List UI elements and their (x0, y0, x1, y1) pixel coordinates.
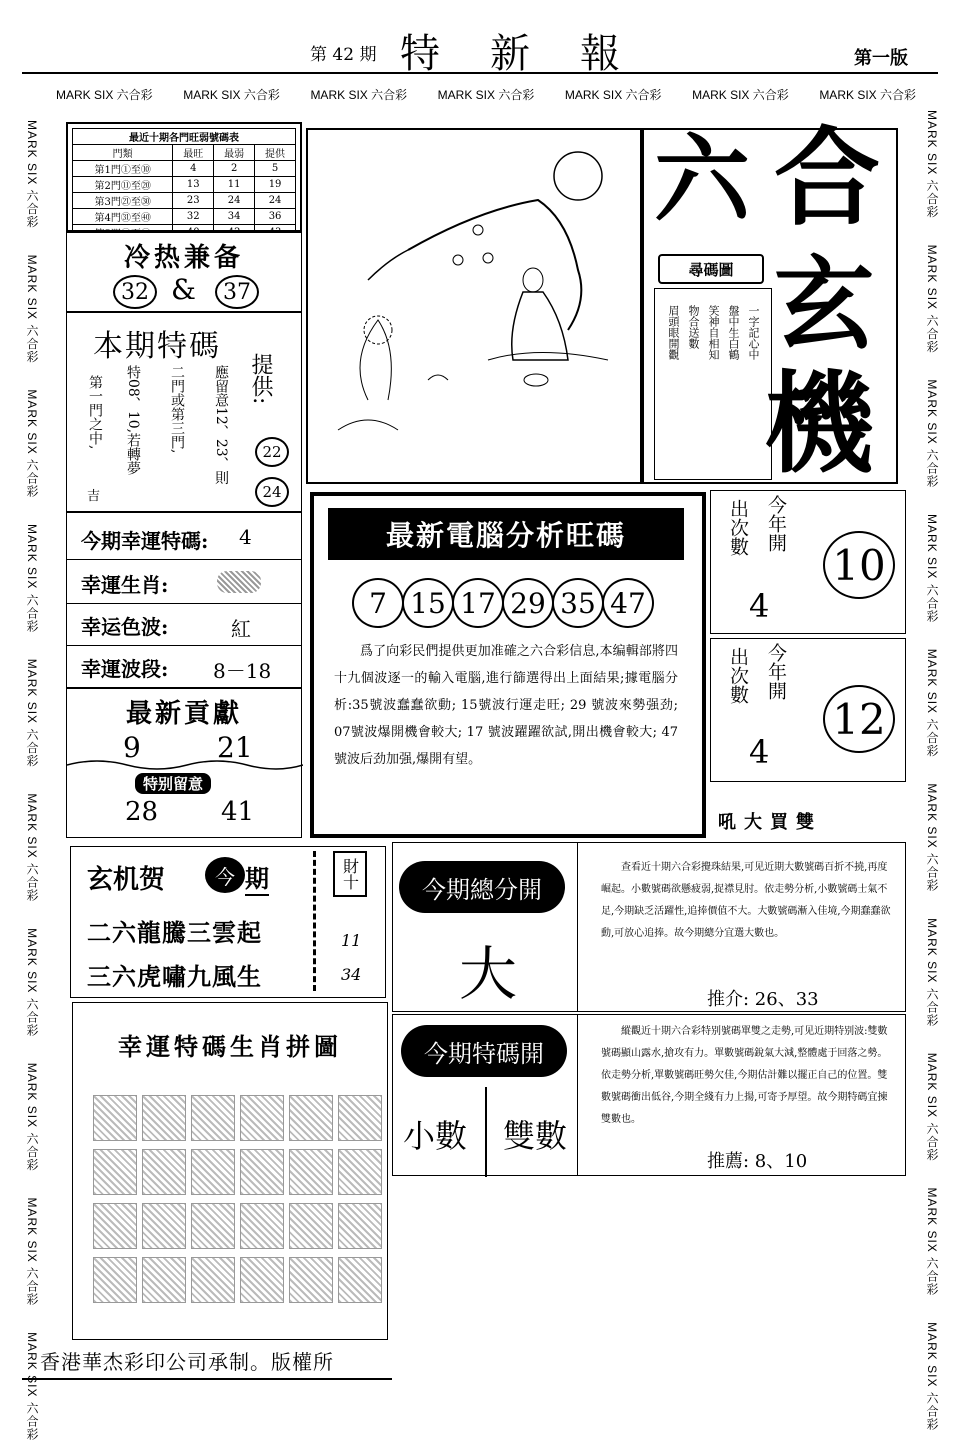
illustration-box (306, 128, 642, 484)
puzzle-grid (93, 1095, 382, 1303)
big-small-text: 查看近十期六合彩攪珠結果,可见近期大數號碼百折不撓,再度崛起。小數號碼欲懸疲弱,捉襟見肘。依走勢分析,小數號碼士氣不足,今期缺乏活躍性,追捧價值不大。大數號碼漸入佳境,今期蠢蠢欲動,可放心追捧。故今期總分宜選大數也。 (601, 862, 891, 939)
table-cell: 4 (173, 161, 214, 177)
puzzle-piece (191, 1095, 235, 1141)
stat-label: 今年開 (765, 495, 787, 552)
poem-box (70, 846, 386, 998)
lucky-range-label: 幸運波段: (81, 657, 169, 681)
hot-number: 32 (113, 275, 157, 309)
odd-even-value: 雙數 (503, 1117, 568, 1155)
table-cell: 第4門㉛至㊵ (73, 209, 173, 225)
cold-number: 37 (215, 275, 259, 309)
puzzle-piece (289, 1257, 333, 1303)
contribution-number: 21 (217, 731, 253, 764)
table-cell: 2 (214, 161, 255, 177)
poem-badge: 今 (205, 857, 245, 893)
contribution-number: 28 (125, 797, 159, 827)
puzzle-piece (240, 1257, 284, 1303)
wave-line (67, 757, 303, 773)
footer-credit: 香港華杰彩印公司承制。版權所 (40, 1350, 334, 1374)
puzzle-piece (338, 1257, 382, 1303)
special-last: 吉 (87, 489, 101, 504)
puzzle-piece (142, 1095, 186, 1141)
xuanji-char: 合 (774, 117, 880, 240)
odd-even-pill: 今期特碼開 (401, 1025, 567, 1077)
lucky-code-value: 4 (239, 525, 252, 549)
special-col: 特08、10,若轉夢 (125, 365, 141, 476)
poem-number: 34 (341, 965, 362, 984)
odd-even-value: 小數 (403, 1117, 468, 1155)
scroll-line: 盤中生白鶴 (727, 305, 740, 360)
brand-mark: MARK SIX 六合彩 (692, 88, 789, 102)
lucky-color-value: 紅 (231, 617, 251, 641)
header-rule (22, 72, 938, 74)
puzzle-piece (338, 1149, 382, 1195)
col-header: 最弱 (214, 145, 255, 161)
special-col: 二門或第三門, (169, 365, 185, 454)
edition-label: 第一版 (854, 48, 908, 69)
divider (485, 1087, 487, 1177)
big-small-recommend: 推介: 26、33 (707, 989, 819, 1010)
puzzle-piece (191, 1203, 235, 1249)
stat-label: 出次數 (727, 499, 749, 556)
puzzle-piece (93, 1149, 137, 1195)
table-cell: 32 (173, 209, 214, 225)
stat-number: 12 (823, 685, 895, 753)
scroll-line: 笑神自相知 (707, 305, 720, 360)
table-cell: 19 (255, 177, 296, 193)
computer-analysis-box (310, 492, 706, 838)
puzzle-piece (338, 1203, 382, 1249)
xuanji-char: 六 (654, 124, 750, 236)
table-cell: 第2門⑪至⑳ (73, 177, 173, 193)
odd-even-recommend: 推薦: 8、10 (707, 1151, 808, 1172)
computer-number: 17 (452, 578, 504, 628)
xuanji-char: 機 (764, 360, 874, 488)
lucky-zodiac-label: 幸運生肖: (81, 573, 169, 597)
brand-strip-left: MARK SIX 六合彩 MARK SIX 六合彩 MARK SIX 六合彩 MARK SIX 六合彩 MARK SIX 六合彩 MARK SIX 六合彩 MARK SIX 六合彩 MARK SIX 六合彩 MARK SIX 六合彩 MARK SIX 六合彩 (25, 120, 39, 1441)
table-cell: 34 (214, 209, 255, 225)
contribution-box (66, 688, 302, 838)
stat-box (710, 490, 906, 634)
ampersand: & (171, 273, 196, 306)
hot-cold-box (66, 232, 302, 312)
stat-number: 10 (823, 531, 895, 599)
puzzle-piece (142, 1203, 186, 1249)
computer-number: 35 (552, 578, 604, 628)
scroll-line: 一字記心中 (747, 305, 760, 360)
xuanji-char: 玄 (774, 246, 874, 363)
table-title: 最近十期各門旺弱號碼表 (73, 129, 296, 145)
special-col: 應留意12、23、則 (213, 365, 229, 485)
table-cell: 13 (173, 177, 214, 193)
xuanji-scroll (654, 288, 772, 480)
puzzle-piece (289, 1149, 333, 1195)
scroll-line: 物合送數 (687, 305, 700, 349)
divider (577, 1015, 578, 1175)
brand-strip-right: MARK SIX 六合彩 MARK SIX 六合彩 MARK SIX 六合彩 MARK SIX 六合彩 MARK SIX 六合彩 MARK SIX 六合彩 MARK SIX 六合彩 MARK SIX 六合彩 MARK SIX 六合彩 MARK SIX 六合彩 (925, 110, 939, 1431)
puzzle-piece (93, 1095, 137, 1141)
brand-mark: MARK SIX 六合彩 (56, 88, 153, 102)
table-cell: 23 (173, 193, 214, 209)
computer-text: 爲了向彩民們提供更加准確之六合彩信息,本编輯部將四十九個波逐一的輸入電腦,進行篩選得出上面結果;據電腦分析:35號波蠢蠢欲動; 15號波行運走旺; 29 號波來勢强劲; 07號波爆開機會較大; 17 號波躍躍欲試,開出機會較大; 47號波后劲加强,爆開有望。 (334, 644, 678, 767)
brand-mark: MARK SIX 六合彩 (310, 88, 408, 102)
table-cell: 11 (214, 177, 255, 193)
col-header: 提供 (255, 145, 296, 161)
zodiac-puzzle-box (72, 1002, 388, 1340)
hot-cold-table (72, 128, 296, 241)
odd-even-text: 縱觀近十期六合彩特别號碼單雙之走勢,可见近期特别波:雙數號碼顯山露水,搶攻有力。單數號碼銳氣大減,整體處于回落之勢。依走勢分析,單數號碼旺勢欠佳,今期估計難以擺正自己的位置。雙數號碼衝出低谷,今期全綫有力上揚,可寄予厚望。故今期特碼宜揀雙數也。 (601, 1026, 888, 1125)
brand-mark: MARK SIX 六合彩 (819, 88, 916, 102)
puzzle-piece (338, 1095, 382, 1141)
xuanji-box (642, 117, 898, 488)
special-note-badge: 特别留意 (135, 773, 211, 794)
odd-even-box (392, 1014, 906, 1176)
poem-divider (313, 851, 316, 991)
brand-mark: MARK SIX 六合彩 (437, 88, 535, 102)
poem-badge-text: 期 (245, 859, 269, 896)
divider (577, 843, 578, 1011)
lucky-box (66, 512, 302, 688)
scroll-line: 眉頭眼開觀 (667, 305, 680, 360)
puzzle-piece (240, 1095, 284, 1141)
stat-box (710, 638, 906, 782)
special-col: 第一門之中, (87, 375, 103, 450)
contribution-title: 最新貢獻 (125, 699, 242, 729)
puzzle-piece (191, 1149, 235, 1195)
contribution-number: 9 (123, 731, 141, 764)
puzzle-piece (289, 1203, 333, 1249)
computer-number: 15 (402, 578, 454, 628)
table-row (73, 161, 296, 177)
big-small-value: 大 (459, 940, 518, 1008)
poem-line: 二六龍騰三雲起 (87, 918, 262, 947)
provide-number: 24 (255, 477, 289, 507)
computer-title: 最新電腦分析旺碼 (328, 508, 684, 560)
table-row (73, 177, 296, 193)
number-table-box (66, 122, 302, 232)
divider (67, 645, 301, 646)
sage-illustration (308, 130, 640, 482)
hot-cold-title: 冷热兼备 (123, 243, 244, 273)
poem-title: 玄机贺 (87, 865, 166, 895)
divider (67, 559, 301, 560)
lucky-range-value: 8－18 (213, 659, 272, 683)
col-header: 最旺 (173, 145, 214, 161)
ox-icon (217, 571, 261, 593)
puzzle-piece (240, 1149, 284, 1195)
table-cell: 24 (255, 193, 296, 209)
puzzle-piece (240, 1203, 284, 1249)
contribution-number: 41 (221, 797, 255, 827)
big-small-heading: 吼大買雙 (718, 812, 822, 833)
table-cell: 5 (255, 161, 296, 177)
stat-label: 出次數 (727, 647, 749, 704)
computer-number: 47 (602, 578, 654, 628)
special-code-box (66, 312, 302, 512)
puzzle-piece (142, 1149, 186, 1195)
big-small-pill: 今期總分開 (399, 861, 565, 913)
lucky-color-label: 幸运色波: (81, 615, 169, 639)
table-cell: 第1門①至⑩ (73, 161, 173, 177)
table-cell: 36 (255, 209, 296, 225)
puzzle-piece (142, 1257, 186, 1303)
issue-number: 第 42 期 (310, 45, 377, 65)
lucky-code-label: 今期幸運特碼: (81, 529, 209, 553)
table-cell: 24 (214, 193, 255, 209)
provide-label: 提供: (248, 353, 273, 405)
special-title: 本期特碼 (93, 329, 221, 364)
stat-count: 4 (749, 733, 770, 771)
poem-number: 11 (341, 931, 362, 950)
col-header: 門類 (73, 145, 173, 161)
stat-count: 4 (749, 587, 770, 625)
computer-number: 7 (352, 578, 404, 628)
puzzle-piece (93, 1203, 137, 1249)
brand-strip-top (56, 86, 916, 108)
poem-side-label: 財十 (333, 851, 367, 897)
computer-numbers (352, 578, 654, 628)
table-header-row (73, 145, 296, 161)
bottom-rule (22, 1378, 392, 1380)
brand-mark: MARK SIX 六合彩 (564, 88, 662, 102)
provide-number: 22 (255, 437, 289, 467)
stat-label: 今年開 (765, 643, 787, 700)
puzzle-piece (191, 1257, 235, 1303)
poem-line: 三六虎嘯九風生 (87, 962, 262, 991)
puzzle-title: 幸運特碼生肖拼圖 (118, 1032, 342, 1061)
paper-title: 特新報 (400, 31, 670, 77)
divider (67, 603, 301, 604)
puzzle-piece (289, 1095, 333, 1141)
big-small-box (392, 842, 906, 1012)
computer-number: 29 (502, 578, 554, 628)
xuanji-banner: 尋碼圖 (658, 254, 764, 284)
table-cell: 第3門㉑至㉚ (73, 193, 173, 209)
table-row (73, 209, 296, 225)
brand-mark: MARK SIX 六合彩 (183, 88, 280, 102)
puzzle-piece (93, 1257, 137, 1303)
table-row (73, 193, 296, 209)
